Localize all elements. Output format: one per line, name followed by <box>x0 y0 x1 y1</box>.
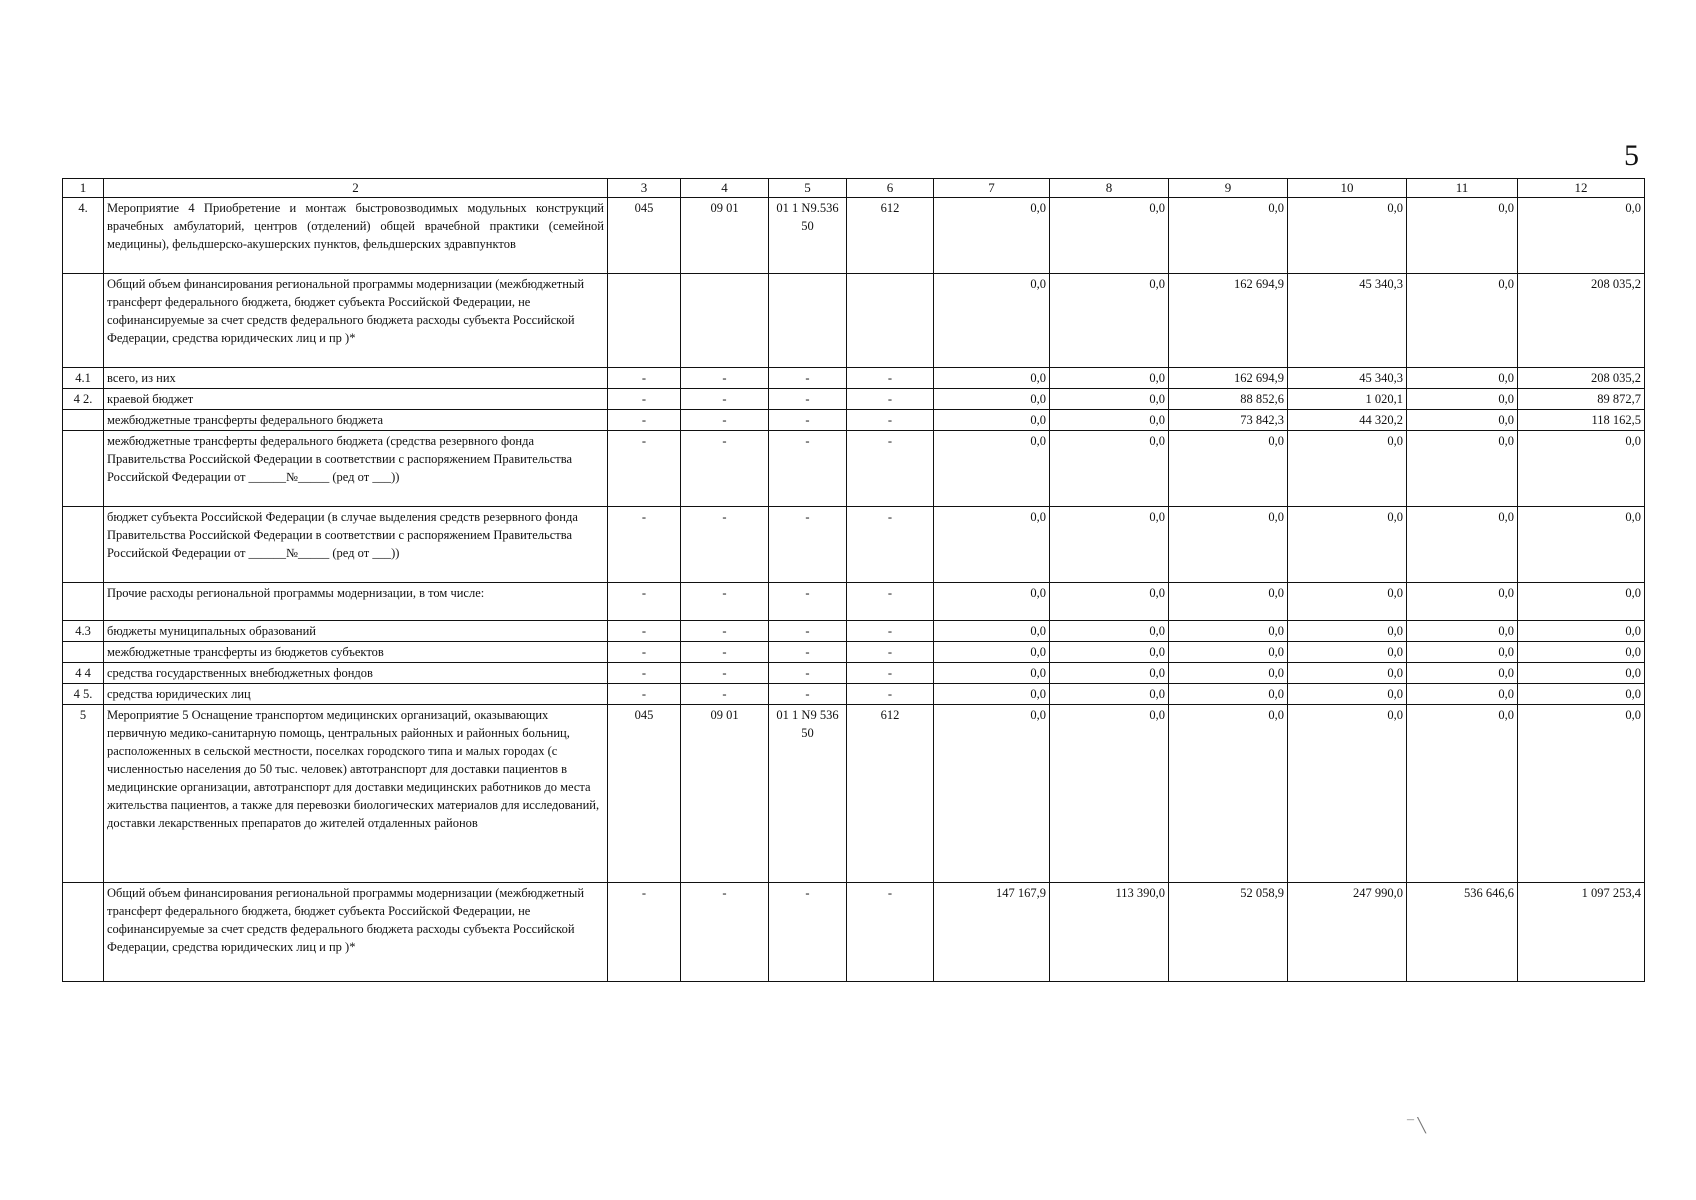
code-cell: - <box>769 507 847 583</box>
table-row <box>63 684 1645 705</box>
code-cell <box>608 274 681 368</box>
header-cell: 11 <box>1407 179 1518 198</box>
code-cell: 045 <box>608 705 681 883</box>
code-cell: 09 01 <box>681 705 769 883</box>
header-cell: 9 <box>1169 179 1288 198</box>
code-cell: - <box>769 684 847 705</box>
amount-cell: 0,0 <box>1518 431 1645 507</box>
page-number: 5 <box>1624 139 1639 172</box>
amount-cell: 0,0 <box>1407 368 1518 389</box>
table-row <box>63 621 1645 642</box>
row-number-cell: 4 5. <box>63 684 104 705</box>
row-number-cell: 4. <box>63 198 104 274</box>
amount-cell: 89 872,7 <box>1518 389 1645 410</box>
amount-cell: 0,0 <box>934 431 1050 507</box>
amount-cell: 0,0 <box>1407 198 1518 274</box>
amount-cell: 0,0 <box>1050 583 1169 621</box>
amount-cell: 0,0 <box>1518 621 1645 642</box>
table-row <box>63 431 1645 507</box>
amount-cell: 162 694,9 <box>1169 274 1288 368</box>
table-row <box>63 198 1645 274</box>
amount-cell: 0,0 <box>934 198 1050 274</box>
amount-cell: 0,0 <box>1050 198 1169 274</box>
code-cell: - <box>681 621 769 642</box>
code-cell: - <box>681 368 769 389</box>
row-number-cell <box>63 583 104 621</box>
amount-cell: 208 035,2 <box>1518 274 1645 368</box>
row-number-cell: 4.1 <box>63 368 104 389</box>
code-cell: - <box>608 684 681 705</box>
table-row <box>63 663 1645 684</box>
amount-cell: 0,0 <box>1050 663 1169 684</box>
description-cell: Мероприятие 4 Приобретение и монтаж быстровозводимых модульных конструкций врачебных амбулаторий, центров (отделений) общей врачебной практики (семейной медицины), фельдшерско-акушерских пунктов, фельдшерских здравпунктов <box>104 198 608 274</box>
code-cell: - <box>847 410 934 431</box>
description-cell: межбюджетные трансферты федерального бюджета <box>104 410 608 431</box>
code-cell: - <box>847 883 934 982</box>
amount-cell: 0,0 <box>1169 642 1288 663</box>
header-cell: 3 <box>608 179 681 198</box>
description-cell: межбюджетные трансферты из бюджетов субъектов <box>104 642 608 663</box>
row-number-cell <box>63 410 104 431</box>
header-cell: 1 <box>63 179 104 198</box>
code-cell: - <box>769 583 847 621</box>
code-cell <box>769 274 847 368</box>
table-row <box>63 883 1645 982</box>
description-cell: краевой бюджет <box>104 389 608 410</box>
amount-cell: 0,0 <box>934 705 1050 883</box>
code-cell: - <box>847 684 934 705</box>
code-cell: - <box>681 410 769 431</box>
code-cell <box>681 274 769 368</box>
code-cell: - <box>608 410 681 431</box>
header-cell: 8 <box>1050 179 1169 198</box>
amount-cell: 247 990,0 <box>1288 883 1407 982</box>
amount-cell: 0,0 <box>1407 705 1518 883</box>
code-cell: - <box>681 583 769 621</box>
code-cell: - <box>608 431 681 507</box>
amount-cell: 0,0 <box>1407 621 1518 642</box>
code-cell: - <box>769 410 847 431</box>
code-cell: - <box>608 583 681 621</box>
amount-cell: 0,0 <box>1407 642 1518 663</box>
amount-cell: 0,0 <box>1407 583 1518 621</box>
code-cell: - <box>608 663 681 684</box>
code-cell: - <box>608 389 681 410</box>
amount-cell: 0,0 <box>1288 621 1407 642</box>
code-cell: - <box>608 621 681 642</box>
header-cell: 7 <box>934 179 1050 198</box>
code-cell: - <box>681 431 769 507</box>
description-cell: бюджет субъекта Российской Федерации (в случае выделения средств резервного фонда Правительства Российской Федерации в соответствии с распоряжением Правительства Российской Федерации от ______№_____ (ред от ___)) <box>104 507 608 583</box>
code-cell: 01 1 N9 536 50 <box>769 705 847 883</box>
code-cell <box>847 274 934 368</box>
code-cell: - <box>608 642 681 663</box>
code-cell: - <box>847 431 934 507</box>
code-cell: - <box>847 368 934 389</box>
code-cell: - <box>847 621 934 642</box>
code-cell: - <box>608 368 681 389</box>
amount-cell: 0,0 <box>1288 507 1407 583</box>
amount-cell: 118 162,5 <box>1518 410 1645 431</box>
code-cell: 045 <box>608 198 681 274</box>
code-cell: - <box>847 389 934 410</box>
code-cell: - <box>769 663 847 684</box>
amount-cell: 0,0 <box>1288 583 1407 621</box>
code-cell: - <box>769 621 847 642</box>
code-cell: - <box>681 684 769 705</box>
row-number-cell <box>63 431 104 507</box>
amount-cell: 208 035,2 <box>1518 368 1645 389</box>
code-cell: - <box>608 507 681 583</box>
amount-cell: 0,0 <box>934 410 1050 431</box>
amount-cell: 0,0 <box>1050 410 1169 431</box>
amount-cell: 0,0 <box>1169 583 1288 621</box>
code-cell: 612 <box>847 705 934 883</box>
amount-cell: 0,0 <box>1407 274 1518 368</box>
amount-cell: 44 320,2 <box>1288 410 1407 431</box>
code-cell: - <box>608 883 681 982</box>
amount-cell: 0,0 <box>1518 198 1645 274</box>
amount-cell: 0,0 <box>934 684 1050 705</box>
amount-cell: 0,0 <box>1050 507 1169 583</box>
description-cell: средства государственных внебюджетных фондов <box>104 663 608 684</box>
code-cell: - <box>769 883 847 982</box>
amount-cell: 0,0 <box>1050 368 1169 389</box>
amount-cell: 0,0 <box>1169 705 1288 883</box>
code-cell: - <box>847 642 934 663</box>
code-cell: - <box>681 389 769 410</box>
amount-cell: 73 842,3 <box>1169 410 1288 431</box>
amount-cell: 0,0 <box>1518 507 1645 583</box>
amount-cell: 0,0 <box>1169 507 1288 583</box>
row-number-cell: 4 2. <box>63 389 104 410</box>
code-cell: - <box>847 583 934 621</box>
table-row <box>63 368 1645 389</box>
code-cell: - <box>769 389 847 410</box>
column-number-header-row <box>63 179 1645 198</box>
amount-cell: 0,0 <box>1288 642 1407 663</box>
amount-cell: 0,0 <box>1518 705 1645 883</box>
description-cell: Общий объем финансирования региональной программы модернизации (межбюджетный трансферт федерального бюджета, бюджет субъекта Российской Федерации, не софинансируемые за счет средств федерального бюджета расходы субъекта Российской Федерации, средства юридических лиц и пр )* <box>104 883 608 982</box>
amount-cell: 0,0 <box>1518 663 1645 684</box>
amount-cell: 0,0 <box>1050 389 1169 410</box>
amount-cell: 0,0 <box>1518 684 1645 705</box>
header-cell: 10 <box>1288 179 1407 198</box>
description-cell: межбюджетные трансферты федерального бюджета (средства резервного фонда Правительства Российской Федерации в соответствии с распоряжением Правительства Российской Федерации от ______№_____ (ред от ___)) <box>104 431 608 507</box>
code-cell: - <box>681 507 769 583</box>
row-number-cell <box>63 642 104 663</box>
code-cell: - <box>681 642 769 663</box>
amount-cell: 0,0 <box>934 642 1050 663</box>
amount-cell: 0,0 <box>934 507 1050 583</box>
amount-cell: 45 340,3 <box>1288 368 1407 389</box>
amount-cell: 0,0 <box>934 368 1050 389</box>
row-number-cell: 4.3 <box>63 621 104 642</box>
amount-cell: 0,0 <box>1518 642 1645 663</box>
header-cell: 5 <box>769 179 847 198</box>
code-cell: - <box>847 663 934 684</box>
amount-cell: 0,0 <box>1169 621 1288 642</box>
amount-cell: 0,0 <box>1050 621 1169 642</box>
amount-cell: 0,0 <box>1288 198 1407 274</box>
code-cell: - <box>769 368 847 389</box>
amount-cell: 0,0 <box>1169 431 1288 507</box>
amount-cell: 0,0 <box>1518 583 1645 621</box>
amount-cell: 536 646,6 <box>1407 883 1518 982</box>
table-row <box>63 583 1645 621</box>
amount-cell: 0,0 <box>1407 389 1518 410</box>
description-cell: Прочие расходы региональной программы модернизации, в том числе: <box>104 583 608 621</box>
amount-cell: 0,0 <box>1407 663 1518 684</box>
header-cell: 12 <box>1518 179 1645 198</box>
table-row <box>63 274 1645 368</box>
amount-cell: 1 020,1 <box>1288 389 1407 410</box>
code-cell: - <box>681 883 769 982</box>
description-cell: средства юридических лиц <box>104 684 608 705</box>
code-cell: 09 01 <box>681 198 769 274</box>
amount-cell: 0,0 <box>1407 684 1518 705</box>
amount-cell: 52 058,9 <box>1169 883 1288 982</box>
amount-cell: 0,0 <box>934 389 1050 410</box>
row-number-cell: 5 <box>63 705 104 883</box>
scan-artifact-mark: ¯ ╲ <box>1407 1119 1426 1134</box>
amount-cell: 0,0 <box>1050 274 1169 368</box>
amount-cell: 0,0 <box>1407 507 1518 583</box>
amount-cell: 147 167,9 <box>934 883 1050 982</box>
code-cell: - <box>847 507 934 583</box>
amount-cell: 162 694,9 <box>1169 368 1288 389</box>
amount-cell: 0,0 <box>1407 431 1518 507</box>
amount-cell: 113 390,0 <box>1050 883 1169 982</box>
table-row <box>63 410 1645 431</box>
amount-cell: 0,0 <box>1288 684 1407 705</box>
amount-cell: 0,0 <box>1288 705 1407 883</box>
description-cell: бюджеты муниципальных образований <box>104 621 608 642</box>
amount-cell: 0,0 <box>1050 431 1169 507</box>
amount-cell: 88 852,6 <box>1169 389 1288 410</box>
amount-cell: 0,0 <box>1169 198 1288 274</box>
amount-cell: 0,0 <box>1407 410 1518 431</box>
amount-cell: 45 340,3 <box>1288 274 1407 368</box>
row-number-cell <box>63 883 104 982</box>
amount-cell: 0,0 <box>1050 684 1169 705</box>
amount-cell: 0,0 <box>934 274 1050 368</box>
code-cell: - <box>681 663 769 684</box>
table-row <box>63 642 1645 663</box>
description-cell: всего, из них <box>104 368 608 389</box>
table-row <box>63 705 1645 883</box>
header-cell: 6 <box>847 179 934 198</box>
amount-cell: 0,0 <box>934 583 1050 621</box>
code-cell: 01 1 N9.536 50 <box>769 198 847 274</box>
description-cell: Общий объем финансирования региональной программы модернизации (межбюджетный трансферт федерального бюджета, бюджет субъекта Российской Федерации, не софинансируемые за счет средств федерального бюджета расходы субъекта Российской Федерации, средства юридических лиц и пр )* <box>104 274 608 368</box>
amount-cell: 0,0 <box>1288 431 1407 507</box>
amount-cell: 0,0 <box>934 663 1050 684</box>
code-cell: - <box>769 642 847 663</box>
row-number-cell <box>63 507 104 583</box>
budget-table <box>62 178 1645 982</box>
code-cell: 612 <box>847 198 934 274</box>
header-cell: 2 <box>104 179 608 198</box>
description-cell: Мероприятие 5 Оснащение транспортом медицинских организаций, оказывающих первичную медико-санитарную помощь, центральных районных и районных больниц, расположенных в сельской местности, поселках городского типа и малых городах (с численностью населения до 50 тыс. человек) автотранспорт для доставки пациентов в медицинские организации, автотранспорт для доставки медицинских работников до места жительства пациентов, а также для перевозки биологических материалов для исследований, доставки лекарственных препаратов до жителей отдаленных районов <box>104 705 608 883</box>
amount-cell: 0,0 <box>1050 705 1169 883</box>
code-cell: - <box>769 431 847 507</box>
amount-cell: 0,0 <box>934 621 1050 642</box>
header-cell: 4 <box>681 179 769 198</box>
row-number-cell <box>63 274 104 368</box>
table-row <box>63 507 1645 583</box>
amount-cell: 0,0 <box>1288 663 1407 684</box>
table-row <box>63 389 1645 410</box>
amount-cell: 0,0 <box>1169 684 1288 705</box>
amount-cell: 1 097 253,4 <box>1518 883 1645 982</box>
row-number-cell: 4 4 <box>63 663 104 684</box>
amount-cell: 0,0 <box>1050 642 1169 663</box>
amount-cell: 0,0 <box>1169 663 1288 684</box>
